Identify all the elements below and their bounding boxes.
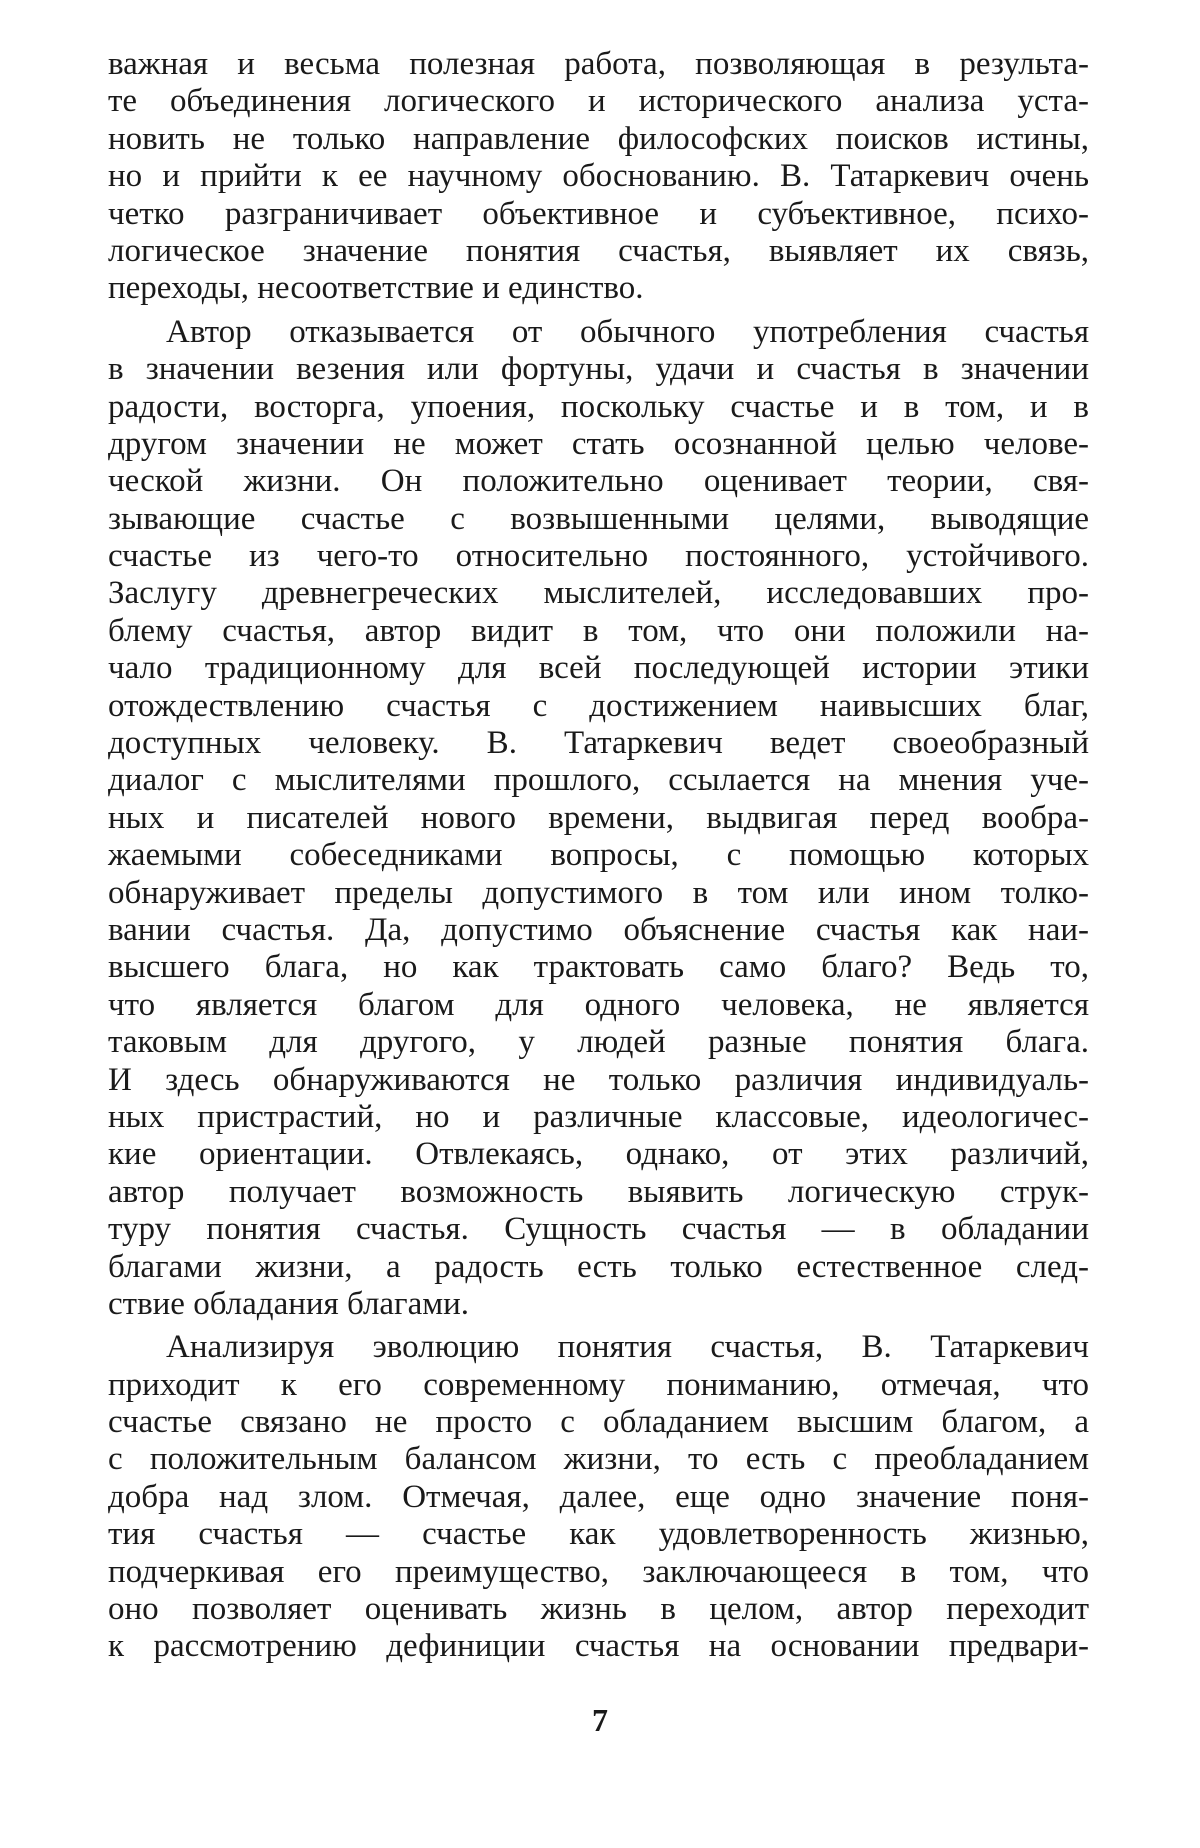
text-line: автор получает возможность выявить логическую струк- [108, 1173, 1089, 1210]
body-text [108, 46, 1089, 1666]
text-line: жаемыми собеседниками вопросы, с помощью которых [108, 837, 1089, 874]
text-line: зывающие счастье с возвышенными целями, выводящие [108, 500, 1089, 537]
text-line: Анализируя эволюцию понятия счастья, В. Татаркевич [166, 1329, 1089, 1366]
text-line: блему счастья, автор видит в том, что они положили на- [108, 612, 1089, 649]
text-line: диалог с мыслителями прошлого, ссылается на мнения уче- [108, 762, 1089, 799]
text-line: ных и писателей нового времени, выдвигая перед вообра- [108, 799, 1089, 836]
text-line: подчеркивая его преимущество, заключающееся в том, что [108, 1553, 1089, 1590]
text-line: Заслугу древнегреческих мыслителей, исследовавших про- [108, 575, 1089, 612]
text-line: новить не только направление философских поисков истины, [108, 120, 1089, 157]
text-line: другом значении не может стать осознанной целью челове- [108, 425, 1089, 462]
text-line: таковым для другого, у людей разные понятия блага. [108, 1024, 1089, 1061]
text-line: Автор отказывается от обычного употребления счастья [166, 313, 1089, 350]
text-line: ствие обладания благами. [108, 1285, 470, 1322]
text-line: обнаруживает пределы допустимого в том или ином толко- [108, 874, 1089, 911]
text-line: с положительным балансом жизни, то есть с преобладанием [108, 1441, 1089, 1478]
text-line: туру понятия счастья. Сущность счастья — в обладании [108, 1211, 1089, 1248]
text-line: отождествлению счастья с достижением наивысших благ, [108, 687, 1089, 724]
paragraph-3 [108, 1329, 1089, 1666]
text-line: ческой жизни. Он положительно оценивает теории, свя- [108, 463, 1089, 500]
text-line: ных пристрастий, но и различные классовые, идеологичес- [108, 1098, 1089, 1135]
page-number: 7 [592, 1702, 608, 1738]
text-line: доступных человеку. В. Татаркевич ведет своеобразный [108, 725, 1089, 762]
text-line: добра над злом. Отмечая, далее, еще одно значение поня- [108, 1478, 1089, 1515]
text-line: четко разграничивает объективное и субъективное, психо- [108, 195, 1089, 232]
text-line: И здесь обнаруживаются не только различия индивидуаль- [108, 1061, 1089, 1098]
text-line: переходы, несоответствие и единство. [108, 270, 644, 307]
text-line: вании счастья. Да, допустимо объяснение счастья как наи- [108, 911, 1089, 948]
text-line: но и прийти к ее научному обоснованию. В. Татаркевич очень [108, 158, 1089, 195]
text-line: кие ориентации. Отвлекаясь, однако, от этих различий, [108, 1136, 1089, 1173]
text-line: что является благом для одного человека, не является [108, 986, 1089, 1023]
text-line: приходит к его современному пониманию, отмечая, что [108, 1366, 1089, 1403]
text-line: счастье из чего-то относительно постоянного, устойчивого. [108, 538, 1089, 575]
text-line: оно позволяет оценивать жизнь в целом, автор переходит [108, 1591, 1089, 1628]
text-line: к рассмотрению дефиниции счастья на основании предвари- [108, 1628, 1089, 1665]
text-line: в значении везения или фортуны, удачи и счастья в значении [108, 351, 1089, 388]
text-line: счастье связано не просто с обладанием высшим благом, а [108, 1404, 1089, 1441]
text-line: важная и весьма полезная работа, позволяющая в результа- [108, 46, 1089, 82]
text-line: тия счастья — счастье как удовлетворенность жизнью, [108, 1516, 1089, 1553]
text-line: чало традиционному для всей последующей истории этики [108, 650, 1089, 687]
paragraph-1 [108, 46, 1089, 308]
text-line: высшего блага, но как трактовать само благо? Ведь то, [108, 949, 1089, 986]
text-line: радости, восторга, упоения, поскольку счастье и в том, и в [108, 388, 1089, 425]
paragraph-2 [108, 314, 1089, 1324]
text-line: те объединения логического и исторического анализа уста- [108, 83, 1089, 120]
text-line: благами жизни, а радость есть только естественное след- [108, 1248, 1089, 1285]
text-line: логическое значение понятия счастья, выявляет их связь, [108, 232, 1089, 269]
